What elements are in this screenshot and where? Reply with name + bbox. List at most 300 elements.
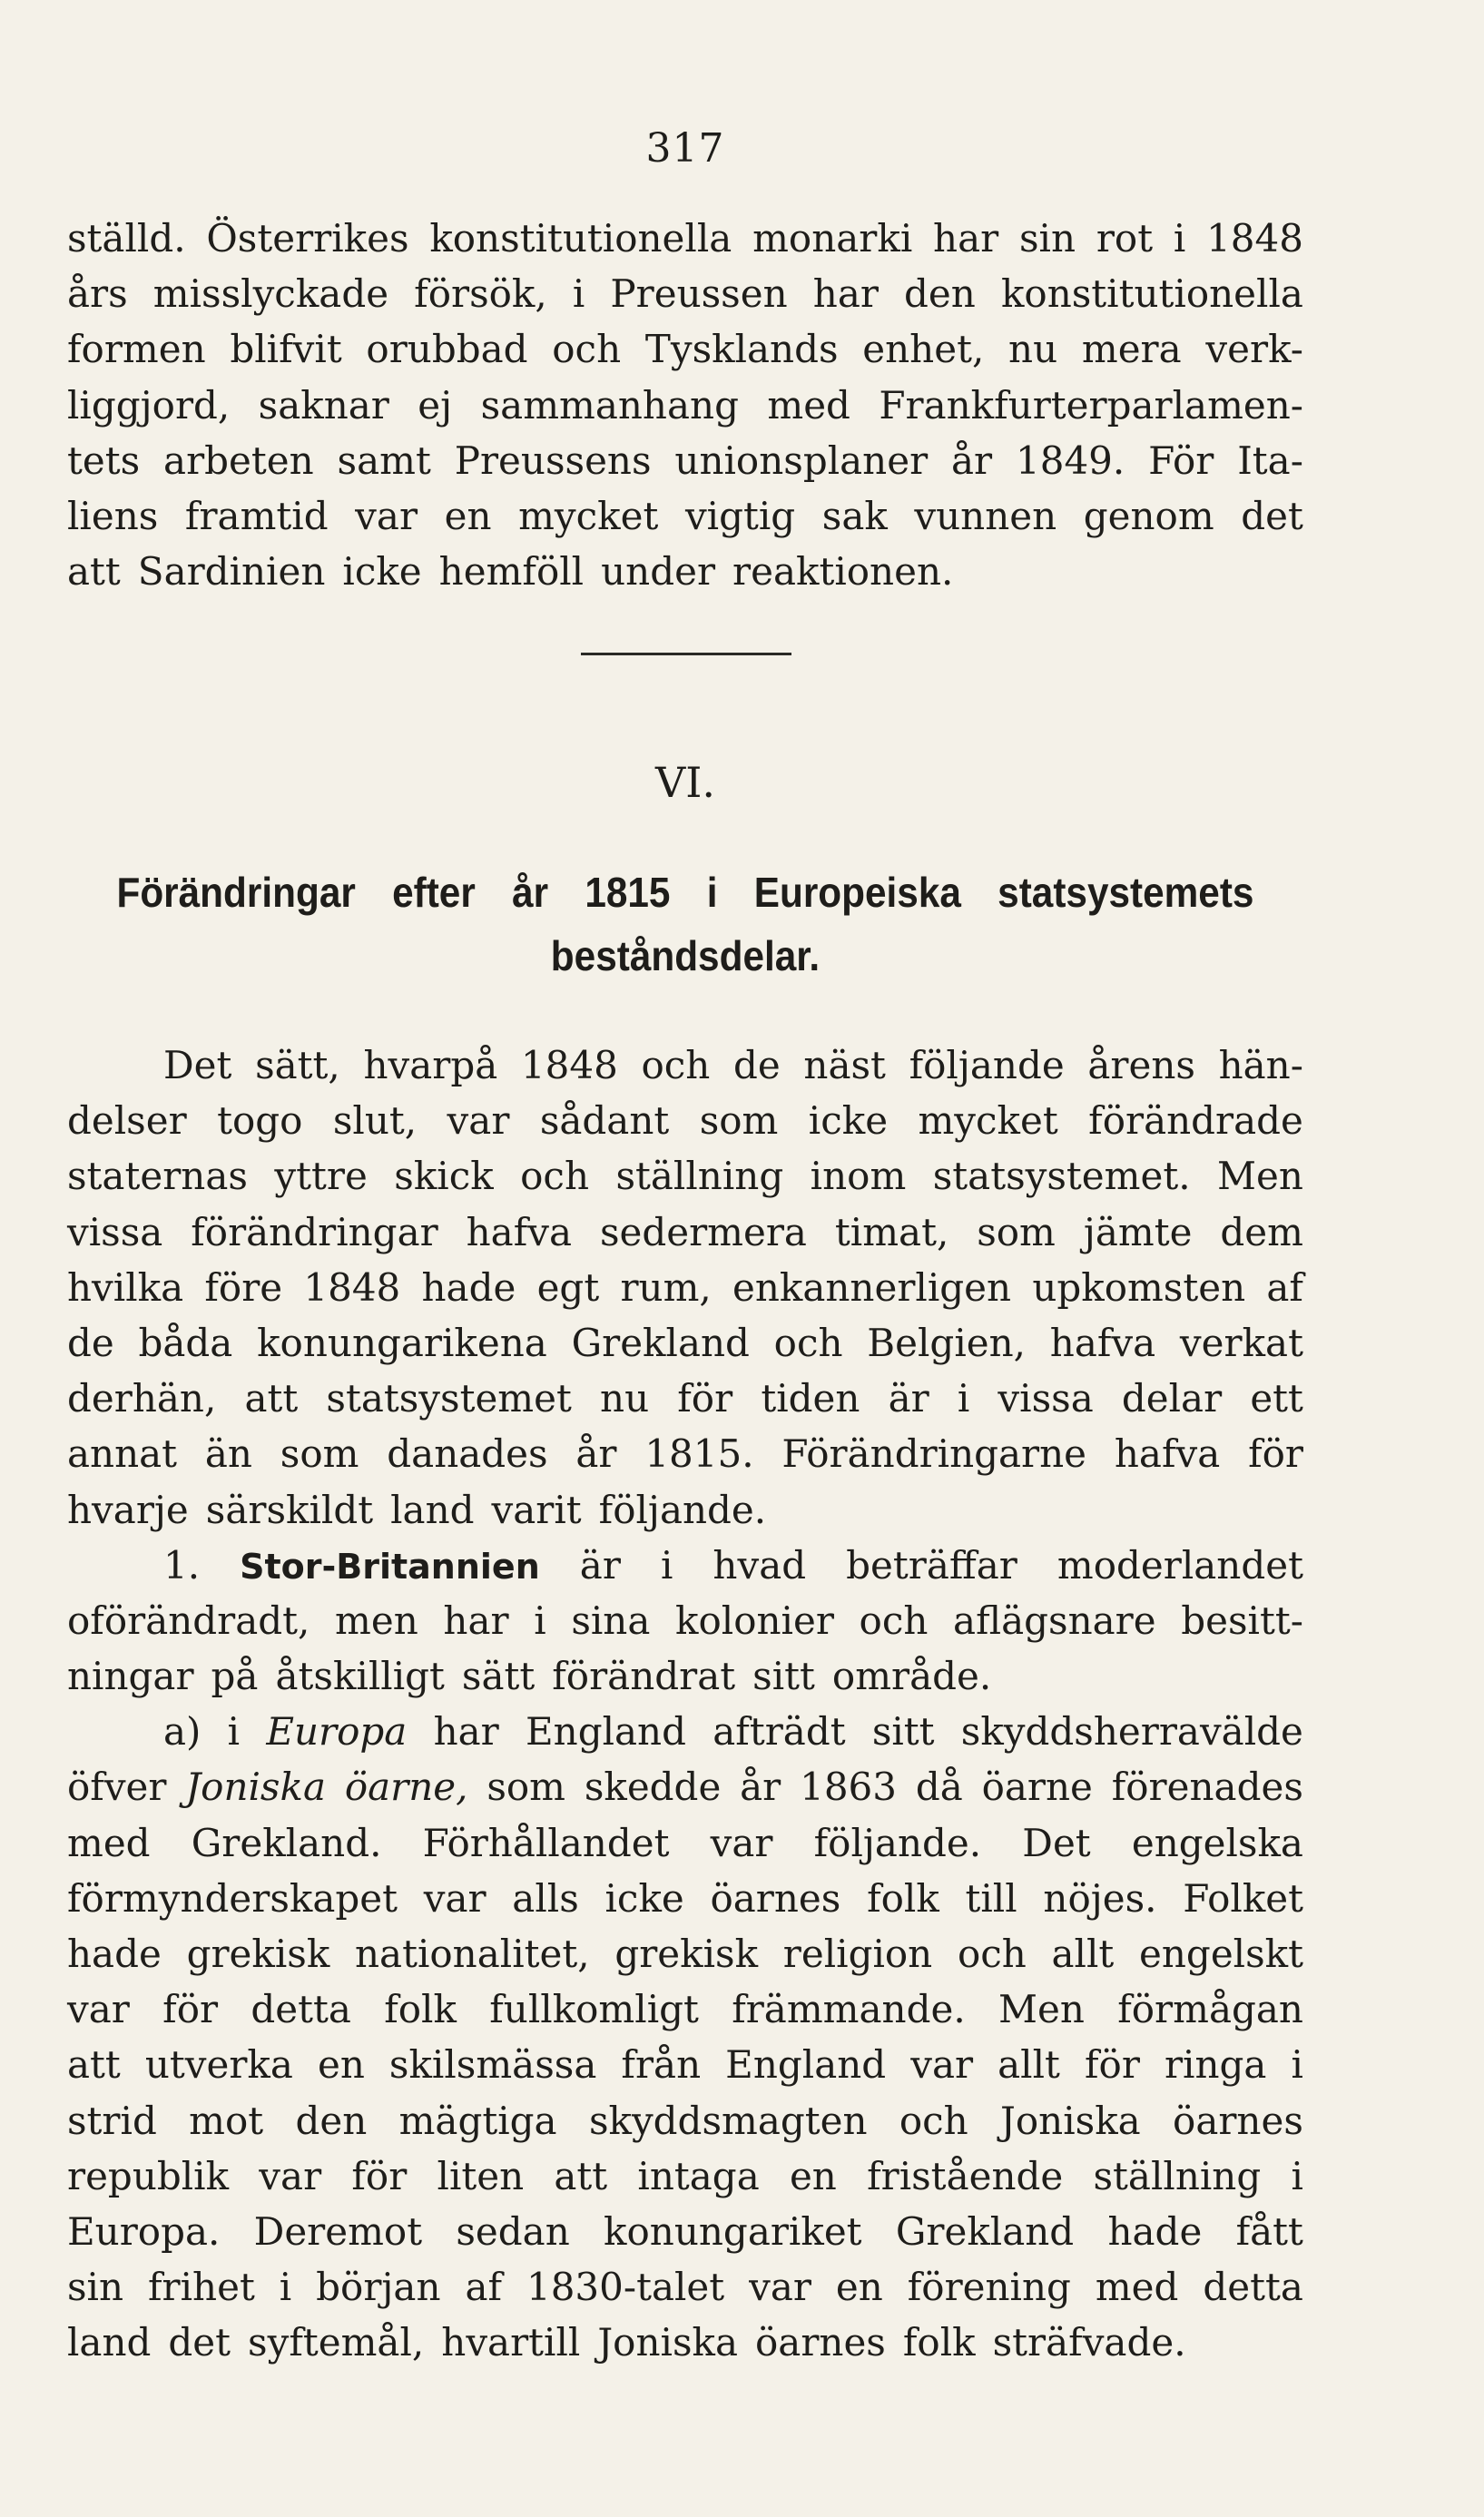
word: följande [909, 1043, 1065, 1087]
word: nationalitet, [355, 1932, 590, 1976]
word: i [572, 271, 585, 317]
word: reaktionen. [732, 549, 954, 595]
section-title-line [116, 860, 1253, 924]
word: England [525, 1709, 686, 1755]
word: slut, [332, 1098, 418, 1144]
word: verk- [1205, 327, 1303, 372]
word: hvarpå [363, 1043, 498, 1087]
word: skyddsherravälde [960, 1709, 1303, 1755]
word: och [957, 1932, 1027, 1976]
word: särskildt [205, 1487, 374, 1532]
word: följande. [598, 1487, 767, 1532]
word: är [579, 1542, 621, 1588]
word: var [447, 1098, 510, 1144]
word: derhän, [67, 1376, 217, 1421]
word: i [227, 1709, 241, 1755]
word: Förändringarne [781, 1431, 1087, 1477]
word: ej [418, 382, 453, 428]
word: för [1084, 2042, 1140, 2088]
word: sätt [461, 1654, 536, 1699]
word: var [710, 1820, 773, 1865]
word: hemföll [438, 549, 585, 595]
word: i [1173, 216, 1186, 261]
word: nu [1008, 327, 1058, 372]
word: försök, [414, 271, 547, 317]
word: årens [1087, 1043, 1195, 1087]
word: Tysklands [644, 327, 839, 372]
word: hade [421, 1264, 516, 1310]
word: ställning [1093, 2153, 1262, 2198]
word: förmågan [1117, 1987, 1303, 2032]
word: för [677, 1376, 733, 1421]
text-line [67, 321, 1303, 377]
word: sammanhang [480, 382, 739, 428]
word: den [904, 271, 976, 317]
word: års [67, 271, 128, 317]
word: det [1241, 493, 1303, 538]
word: mägtiga [398, 2098, 557, 2143]
word: hän- [1218, 1043, 1303, 1087]
word: Belgien, [867, 1320, 1027, 1365]
word: konstitutionella [1000, 271, 1303, 317]
word: före [204, 1264, 283, 1310]
word: mera [1081, 327, 1182, 372]
word: i [279, 2265, 292, 2310]
word: delser [67, 1098, 187, 1144]
word: arbeten [163, 438, 314, 483]
word: sin [1019, 216, 1076, 261]
word: sträfvade. [992, 2320, 1186, 2365]
word: statsystemet. [932, 1154, 1191, 1199]
title-word: i [706, 869, 718, 916]
word: fått [1235, 2208, 1303, 2254]
word: Det [1022, 1820, 1091, 1865]
word: land [67, 2320, 152, 2365]
text-line [67, 211, 1303, 266]
text-line [67, 2315, 1303, 2370]
word: beträffar [846, 1542, 1017, 1588]
title-word: efter [392, 869, 476, 916]
word: ringa [1164, 2042, 1267, 2088]
word: den [295, 2098, 368, 2143]
word: grekisk [614, 1932, 759, 1976]
word: vigtig [684, 493, 796, 538]
word: liten [437, 2153, 525, 2198]
word: främmande. [732, 1987, 966, 2032]
text-line [67, 433, 1303, 488]
word: formen [67, 327, 206, 372]
word: att [67, 2042, 121, 2088]
word: som [486, 1765, 565, 1810]
word: att [67, 549, 121, 595]
word: än [204, 1431, 252, 1477]
title-word: Europeiska [753, 869, 961, 916]
word: förmynderskapet [67, 1875, 398, 1921]
word: område. [831, 1654, 992, 1699]
word: förändrat [552, 1654, 736, 1699]
word: var [355, 493, 418, 538]
word: Österrikes [206, 216, 409, 261]
word: monarki [752, 216, 913, 261]
word: 1815. [644, 1431, 754, 1477]
word: Grekland [895, 2208, 1075, 2254]
word: sedermera [599, 1209, 807, 1254]
word: afträdt [713, 1709, 846, 1755]
word: Men [1217, 1154, 1303, 1199]
word: ningar [67, 1654, 194, 1699]
title-word: statsystemets [998, 869, 1254, 916]
word: 1849. [1016, 438, 1125, 483]
word: var [259, 2153, 322, 2198]
word: fristående [867, 2153, 1064, 2198]
text-line [67, 1593, 1303, 1648]
word: hvarje [67, 1487, 189, 1532]
word: en [835, 2265, 883, 2310]
word: och [641, 1043, 711, 1087]
word: öfver [67, 1765, 167, 1810]
word: med [767, 382, 850, 428]
word: som [699, 1098, 779, 1144]
word: har [933, 216, 999, 261]
text-line [67, 1315, 1303, 1371]
text-line [67, 1148, 1303, 1204]
word: jämte [1083, 1209, 1193, 1254]
text-line [67, 1538, 1303, 1593]
word: konstitutionella [429, 216, 732, 261]
word: öarnes [755, 2320, 886, 2365]
word: nu [600, 1376, 650, 1421]
word: Grekland. [191, 1820, 382, 1865]
word: sådant [539, 1098, 670, 1144]
word: Men [998, 1987, 1085, 2032]
word: misslyckade [152, 271, 389, 317]
word: tets [67, 438, 141, 483]
word: 1. [163, 1542, 201, 1588]
word: för [351, 2153, 408, 2198]
word: mot [189, 2098, 264, 2143]
word: mycket [918, 1098, 1058, 1144]
word: fullkomligt [489, 1987, 699, 2032]
word: var [423, 1875, 486, 1921]
word: land [390, 1487, 475, 1532]
word: 1848 [303, 1264, 401, 1310]
title-word: beståndsdelar. [550, 932, 821, 979]
top-paragraph [67, 211, 1303, 599]
word: folk [384, 1987, 457, 2032]
text-line [67, 2259, 1303, 2315]
word: 1848 [1206, 216, 1303, 261]
word: var [749, 2265, 811, 2310]
word: egt [536, 1264, 600, 1310]
text-line [67, 544, 1303, 599]
word: är [888, 1376, 929, 1421]
word: strid [67, 2098, 157, 2143]
word: icke [604, 1875, 684, 1921]
text-line [67, 1371, 1303, 1426]
word: skedde [584, 1765, 722, 1810]
word: näst [803, 1043, 886, 1087]
word: kolonier [675, 1598, 834, 1643]
word: allt [1051, 1932, 1115, 1976]
word: inom [810, 1154, 907, 1199]
word: moderlandet [1056, 1542, 1303, 1588]
word: det [168, 2320, 231, 2365]
word: folk [902, 2320, 976, 2365]
title-word: Förändringar [116, 869, 356, 916]
word: konungariket [604, 2208, 862, 2254]
word: tiden [761, 1376, 860, 1421]
word: detta [251, 1987, 351, 2032]
word: med [67, 1820, 151, 1865]
word: icke [808, 1098, 889, 1144]
word: vunnen [914, 493, 1057, 538]
word: öarne, [344, 1765, 468, 1810]
word: 1848 [520, 1043, 618, 1087]
word: Folket [1183, 1875, 1303, 1921]
word: som [977, 1209, 1056, 1254]
word: förenades [1111, 1765, 1303, 1810]
word: hade [1107, 2208, 1203, 2254]
word: hvilka [67, 1264, 184, 1310]
word: sitt [752, 1654, 815, 1699]
word: timat, [834, 1209, 949, 1254]
word: ställning [615, 1154, 784, 1199]
word: syftemål, [248, 2320, 425, 2365]
word: förändrade [1088, 1098, 1303, 1144]
word: frihet [147, 2265, 255, 2310]
word: sätt, [255, 1043, 340, 1087]
section-title [116, 860, 1253, 988]
word: delar [1121, 1376, 1223, 1421]
word: samt [337, 438, 431, 483]
word: hafva [466, 1209, 573, 1254]
word: de [732, 1043, 781, 1087]
word: och [859, 1598, 929, 1643]
word: af [1266, 1264, 1303, 1310]
word: Förhållandet [422, 1820, 670, 1865]
word: i [660, 1542, 673, 1588]
word: båda [138, 1320, 233, 1365]
word: Sardinien [137, 549, 326, 595]
word: staternas [67, 1154, 248, 1199]
word: hvartill [441, 2320, 581, 2365]
word: besitt- [1181, 1598, 1303, 1643]
word: men [335, 1598, 418, 1643]
word: att [244, 1376, 299, 1421]
word: en [317, 2042, 365, 2088]
text-line [67, 1204, 1303, 1260]
word: i [534, 1598, 546, 1643]
title-word: år [512, 869, 549, 916]
word: Deremot [253, 2208, 423, 2254]
word: som [280, 1431, 359, 1477]
word: af [465, 2265, 503, 2310]
word: i [957, 1376, 970, 1421]
word: och [520, 1154, 589, 1199]
text-line [67, 1482, 1303, 1538]
text-line [67, 1759, 1303, 1814]
word: till [965, 1875, 1017, 1921]
word: varit [491, 1487, 582, 1532]
text-line [67, 1981, 1303, 2037]
word: sak [821, 493, 888, 538]
word: hafva [1114, 1431, 1221, 1477]
text-line [67, 378, 1303, 433]
word: på [211, 1654, 259, 1699]
word: danades [387, 1431, 548, 1477]
word: rot [1096, 216, 1154, 261]
word: intaga [637, 2153, 760, 2198]
section-title-line [116, 924, 1253, 988]
text-line [67, 2204, 1303, 2259]
word: blifvit [230, 327, 342, 372]
word: för [1248, 1431, 1303, 1477]
word: framtid [184, 493, 329, 538]
text-line [67, 1426, 1303, 1481]
word: att [554, 2153, 608, 2198]
word: en [444, 493, 492, 538]
word: de [67, 1320, 114, 1365]
word: oförändradt, [67, 1598, 310, 1643]
section-number: VI. [654, 758, 715, 807]
word: då [915, 1765, 963, 1810]
word: och [552, 327, 622, 372]
word: rum, [620, 1264, 712, 1310]
word: statsystemet [326, 1376, 572, 1421]
word: enkannerligen [732, 1264, 1012, 1310]
word: med [1095, 2265, 1179, 2310]
word: Grekland [571, 1320, 750, 1365]
text-line [67, 1260, 1303, 1315]
word: för [162, 1987, 219, 2032]
word: förändringar [191, 1209, 438, 1254]
word: hafva [1049, 1320, 1156, 1365]
word: liens [67, 493, 159, 538]
word: konungarikena [257, 1320, 547, 1365]
word: mycket [518, 493, 659, 538]
word: och [899, 2098, 968, 2143]
text-line [67, 1093, 1303, 1148]
text-line [67, 266, 1303, 321]
page-number: 317 [645, 125, 725, 172]
word: förening [907, 2265, 1071, 2310]
text-line [67, 1926, 1303, 1981]
text-line [67, 1871, 1303, 1926]
word: allt [998, 2042, 1060, 2088]
word: saknar [258, 382, 389, 428]
word: skick [394, 1154, 494, 1199]
section-divider [581, 653, 791, 655]
word: början [316, 2265, 441, 2310]
text-line [67, 488, 1303, 544]
word: öarnes [710, 1875, 841, 1921]
word: utverka [144, 2042, 293, 2088]
word: orubbad [366, 327, 528, 372]
word: en [789, 2153, 837, 2198]
word: religion [782, 1932, 933, 1976]
word: vissa [998, 1376, 1094, 1421]
word: i [1291, 2042, 1303, 2088]
text-line [67, 2037, 1303, 2092]
word: detta [1203, 2265, 1303, 2310]
word: genom [1083, 493, 1214, 538]
word: Joniska [597, 2320, 738, 2365]
word: upkomsten [1032, 1264, 1246, 1310]
word: icke [342, 549, 422, 595]
text-line [67, 1704, 1303, 1759]
word: Joniska [185, 1765, 326, 1810]
word: verkat [1179, 1320, 1303, 1365]
word: Europa [266, 1709, 408, 1755]
text-line [67, 2148, 1303, 2204]
word: annat [67, 1431, 178, 1477]
text-line [67, 2093, 1303, 2148]
word: sedan [456, 2208, 570, 2254]
title-word: 1815 [585, 869, 671, 916]
word: Ita- [1237, 438, 1303, 483]
word: i [1291, 2153, 1303, 2198]
word: aflägsnare [953, 1598, 1156, 1643]
word: öarnes [1173, 2098, 1303, 2143]
word: år [575, 1431, 617, 1477]
word: skilsmässa [388, 2042, 597, 2088]
word: ställd. [67, 216, 186, 261]
word: åtskilligt [275, 1654, 445, 1699]
word: a) [163, 1709, 201, 1755]
word: sina [571, 1598, 651, 1643]
word: unionsplaner [674, 438, 929, 483]
word: och [773, 1320, 843, 1365]
word: Preussen [610, 271, 788, 317]
word: dem [1220, 1209, 1303, 1254]
word: 1863 [800, 1765, 897, 1810]
word: För [1148, 438, 1214, 483]
word: Preussens [454, 438, 652, 483]
text-line [67, 1648, 1303, 1704]
word: var [910, 2042, 974, 2088]
word: engelska [1131, 1820, 1303, 1865]
word: under [601, 549, 716, 595]
word: 1830-talet [526, 2265, 725, 2310]
word: år [740, 1765, 781, 1810]
word: har [433, 1709, 499, 1755]
word: Frankfurterparlamen- [879, 382, 1303, 428]
word: från [621, 2042, 702, 2088]
word: följande. [813, 1820, 982, 1865]
word: togo [217, 1098, 303, 1144]
text-line [67, 1037, 1303, 1093]
word: England [725, 2042, 887, 2088]
word: enhet, [862, 327, 985, 372]
word: hade [67, 1932, 162, 1976]
word: sin [67, 2265, 124, 2310]
word: liggjord, [67, 382, 231, 428]
text-line [67, 1815, 1303, 1871]
word: republik [67, 2153, 230, 2198]
word: yttre [274, 1154, 368, 1199]
word: har [812, 271, 879, 317]
section-body [67, 1037, 1303, 2371]
word: folk [867, 1875, 939, 1921]
word: år [951, 438, 993, 483]
word: hvad [713, 1542, 807, 1588]
word: var [67, 1987, 130, 2032]
word: nöjes. [1043, 1875, 1157, 1921]
word: vissa [67, 1209, 163, 1254]
word: ett [1250, 1376, 1303, 1421]
word: Det [163, 1043, 232, 1087]
word: Stor-Britannien [240, 1546, 540, 1587]
